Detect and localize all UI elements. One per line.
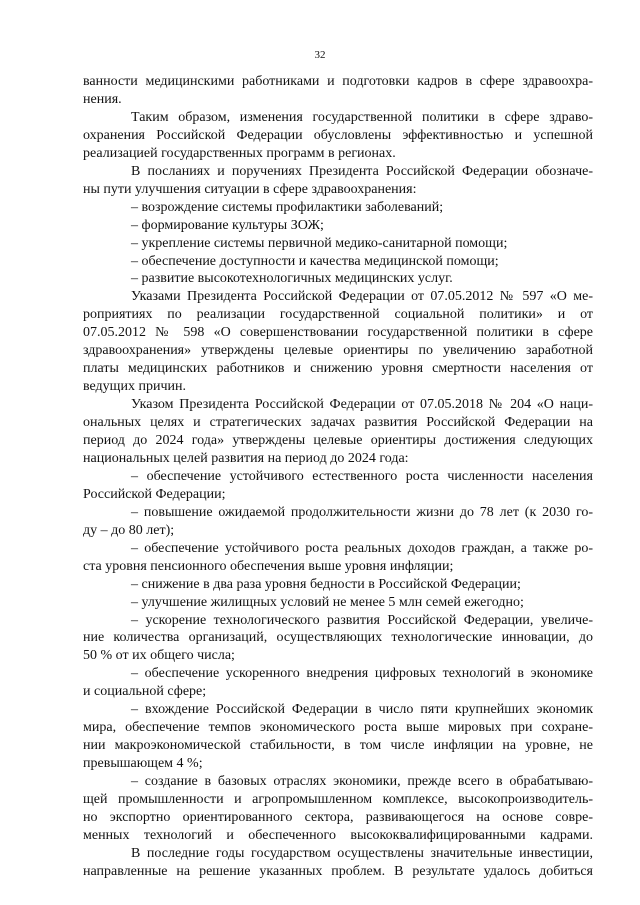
text-line: – формирование культуры ЗОЖ; [131,217,324,233]
text-line: Российской Федерации; [83,486,226,502]
text-line: Указами Президента Российской Федерации от 07.05.2012 № 597 «О ме- [131,289,593,305]
text-line: превышающем 4 %; [83,756,203,772]
text-line: нения. [83,91,122,107]
text-line: щей промышленности и агропромышленном комплексе, высокопроизводитель- [83,792,593,807]
text-line: период до 2024 года» утверждены целевые ориентиры достижения следующих [83,433,593,448]
text-line: ведущих причин. [83,379,186,395]
text-line: – развитие высокотехнологичных медицинских услуг. [131,271,453,287]
text-line: ние количества организаций, осуществляющих технологические инновации, до [83,630,593,646]
text-line: охранения Российской Федерации обусловлены эффективностью и успешной [83,127,593,143]
text-line: реализацией государственных программ в регионах. [83,145,396,161]
text-line: ду – до 80 лет); [83,522,175,538]
text-line: – обеспечение доступности и качества медицинской помощи; [131,253,499,269]
text-line: менных технологий и обеспеченного высококвалифицированными кадрами. [83,827,593,843]
text-line: – обеспечение ускоренного внедрения цифровых технологий в экономике [131,666,593,682]
text-line: – повышение ожидаемой продолжительности жизни до 78 лет (к 2030 го- [131,504,593,520]
text-line: – снижение в два раза уровня бедности в Российской Федерации; [131,576,521,592]
text-line: – вхождение Российской Федерации в число пяти крупнейших экономик [131,702,593,718]
text-line: – обеспечение устойчивого роста реальных доходов граждан, а также ро- [131,540,593,556]
text-line: ональных целях и стратегических задачах развития Российской Федерации на [83,415,593,431]
text-line: В посланиях и поручениях Президента Российской Федерации обозначе- [131,163,593,179]
text-line: – укрепление системы первичной медико-санитарной помощи; [131,235,508,251]
text-line: роприятиях по реализации государственной социальной политики» и от [83,307,593,323]
text-line: 07.05.2012 № 598 «О совершенствовании государственной политики в сфере [83,325,593,341]
text-line: ны пути улучшения ситуации в сфере здравоохранения: [83,181,417,197]
text-line: В последние годы государством осуществлены значительные инвестиции, [131,845,593,861]
text-line: но экспортно ориентированного сектора, развивающегося на основе совре- [83,809,593,825]
text-line: 50 % от их общего числа; [83,648,235,664]
text-line: платы медицинских работников и снижению уровня смертности населения от [83,361,593,377]
text-line: Указом Президента Российской Федерации от 07.05.2018 № 204 «О наци- [131,397,593,413]
text-line: мира, обеспечение темпов экономического роста выше мировых при сохране- [83,720,593,736]
text-line: – улучшение жилищных условий не менее 5 млн семей ежегодно; [131,594,524,610]
text-line: – ускорение технологического развития Российской Федерации, увеличе- [131,612,593,628]
text-line: ванности медицинскими работниками и подготовки кадров в сфере здравоохра- [83,74,593,89]
text-line: Таким образом, изменения государственной политики в сфере здраво- [131,109,593,125]
text-line: направленные на решение указанных проблем. В результате удалось добиться [83,863,593,879]
text-line: ста уровня пенсионного обеспечения выше уровня инфляции; [83,558,454,574]
text-line: и социальной сфере; [83,684,207,700]
text-line: – возрождение системы профилактики заболеваний; [131,199,444,215]
text-line: – обеспечение устойчивого естественного роста численности населения [131,468,593,484]
text-line: нии макроэкономической стабильности, в том числе инфляции на уровне, не [83,738,593,754]
page-number: 32 [314,49,326,61]
text-line: национальных целей развития на период до 2024 года: [83,450,409,466]
text-line: – создание в базовых отраслях экономики, прежде всего в обрабатываю- [131,774,593,790]
text-line: здравоохранения» утверждены целевые ориентиры по увеличению заработной [83,343,593,359]
